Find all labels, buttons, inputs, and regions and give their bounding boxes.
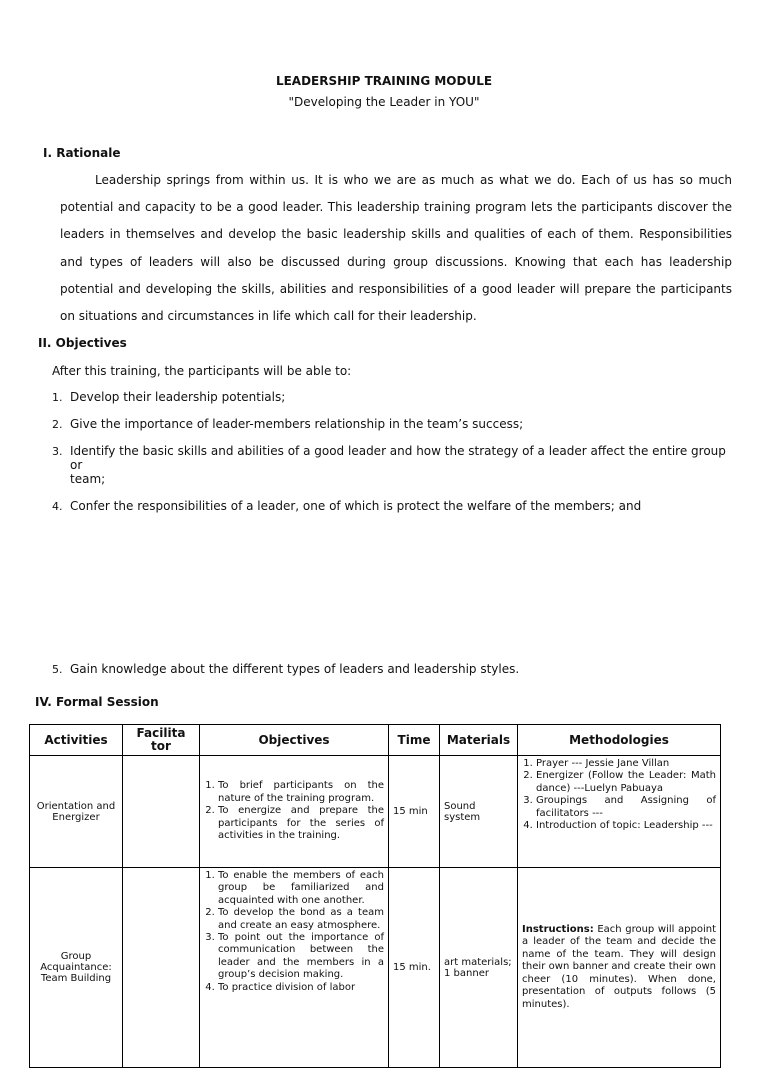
column-header: Activities: [30, 725, 123, 756]
column-header: Materials: [440, 725, 518, 756]
formal-session-table: [29, 724, 721, 1068]
objective-item: Give the importance of leader-members relationship in the team’s success;: [70, 417, 524, 431]
objective-number: 3.: [52, 445, 63, 458]
methodologies-cell: [518, 868, 721, 1068]
time-cell: 15 min: [389, 756, 440, 868]
formal-session-heading: IV. Formal Session: [35, 695, 159, 709]
objective-list-item: 2. To energize and prepare the participants for the series of activities in the training.: [218, 805, 384, 842]
methodology-list-item: 2. Energizer (Follow the Leader: Math dance) ---Luelyn Pabuaya: [536, 770, 716, 795]
objective-list-item: 1. To brief participants on the nature of the training program.: [218, 780, 384, 805]
facilitator-cell: [123, 868, 200, 1068]
column-header: Methodologies: [518, 725, 721, 756]
objective-list-item: 2. To develop the bond as a team and create an easy atmosphere.: [218, 907, 384, 932]
column-header: Objectives: [200, 725, 389, 756]
methodology-list-item: 4. Introduction of topic: Leadership ---: [536, 820, 716, 832]
methodology-list-item: 3. Groupings and Assigning of facilitators ---: [536, 795, 716, 820]
objectives-intro: After this training, the participants will be able to:: [52, 364, 352, 378]
document-title: LEADERSHIP TRAINING MODULE: [275, 74, 493, 88]
methodologies-cell: [518, 756, 721, 868]
objective-number: 2.: [52, 418, 63, 431]
objective-number: 4.: [52, 500, 63, 513]
facilitator-cell: [123, 756, 200, 868]
time-cell: 15 min.: [389, 868, 440, 1068]
instructions-block: [522, 924, 716, 1011]
table-row: [30, 868, 721, 1068]
objective-list-item: 4. To practice division of labor: [218, 982, 384, 994]
materials-cell: art materials; 1 banner: [440, 868, 518, 1068]
objectives-cell: [200, 756, 389, 868]
rationale-heading: I. Rationale: [43, 146, 121, 160]
rationale-paragraph: Leadership springs from within us. It is who we are as much as what we do. Each of us has so much potential and capacity to be a good leader. This leadership training program lets the participants discover the leaders in themselves and develop the basic leadership skills and qualities of each of them. Responsibilities and types of leaders will also be discussed during group discussions. Knowing that each has leadership potential and developing the skills, abilities and responsibilities of a good leader will prepare the participants on situations and circumstances in life which call for their leadership.: [60, 173, 732, 324]
objective-item: Identify the basic skills and abilities of a good leader and how the strategy of a leader affect the entire group or: [70, 444, 726, 472]
objectives-cell: [200, 868, 389, 1068]
objective-item: Develop their leadership potentials;: [70, 390, 286, 404]
instructions-label: Instructions:: [522, 924, 594, 936]
objective-item: Gain knowledge about the different types of leaders and leadership styles.: [70, 662, 520, 676]
activity-cell: Group Acquaintance: Team Building: [30, 868, 123, 1068]
objectives-heading: II. Objectives: [38, 336, 127, 350]
methodology-list-item: 1. Prayer --- Jessie Jane Villan: [536, 758, 716, 770]
document-subtitle: "Developing the Leader in YOU": [288, 95, 480, 109]
objective-number: 5.: [52, 663, 63, 676]
instructions-text: Each group will appoint a leader of the team and decide the name of the team. They will design their own banner and create their own cheer (10 minutes). When done, presentation of outputs follows (5 minutes).: [522, 924, 716, 1010]
objective-item: Confer the responsibilities of a leader, one of which is protect the welfare of the members; and: [70, 499, 642, 513]
column-header: Time: [389, 725, 440, 756]
objective-list-item: 3. To point out the importance of communication between the leader and the members in a group’s decision making.: [218, 932, 384, 982]
materials-cell: Sound system: [440, 756, 518, 868]
objective-number: 1.: [52, 391, 63, 404]
table-header-row: [30, 725, 721, 756]
objective-list-item: 1. To enable the members of each group be familiarized and acquainted with one another.: [218, 870, 384, 907]
column-header: Facilita tor: [123, 725, 200, 756]
table-row: [30, 756, 721, 868]
activity-cell: Orientation and Energizer: [30, 756, 123, 868]
objective-item-continuation: team;: [70, 472, 106, 486]
